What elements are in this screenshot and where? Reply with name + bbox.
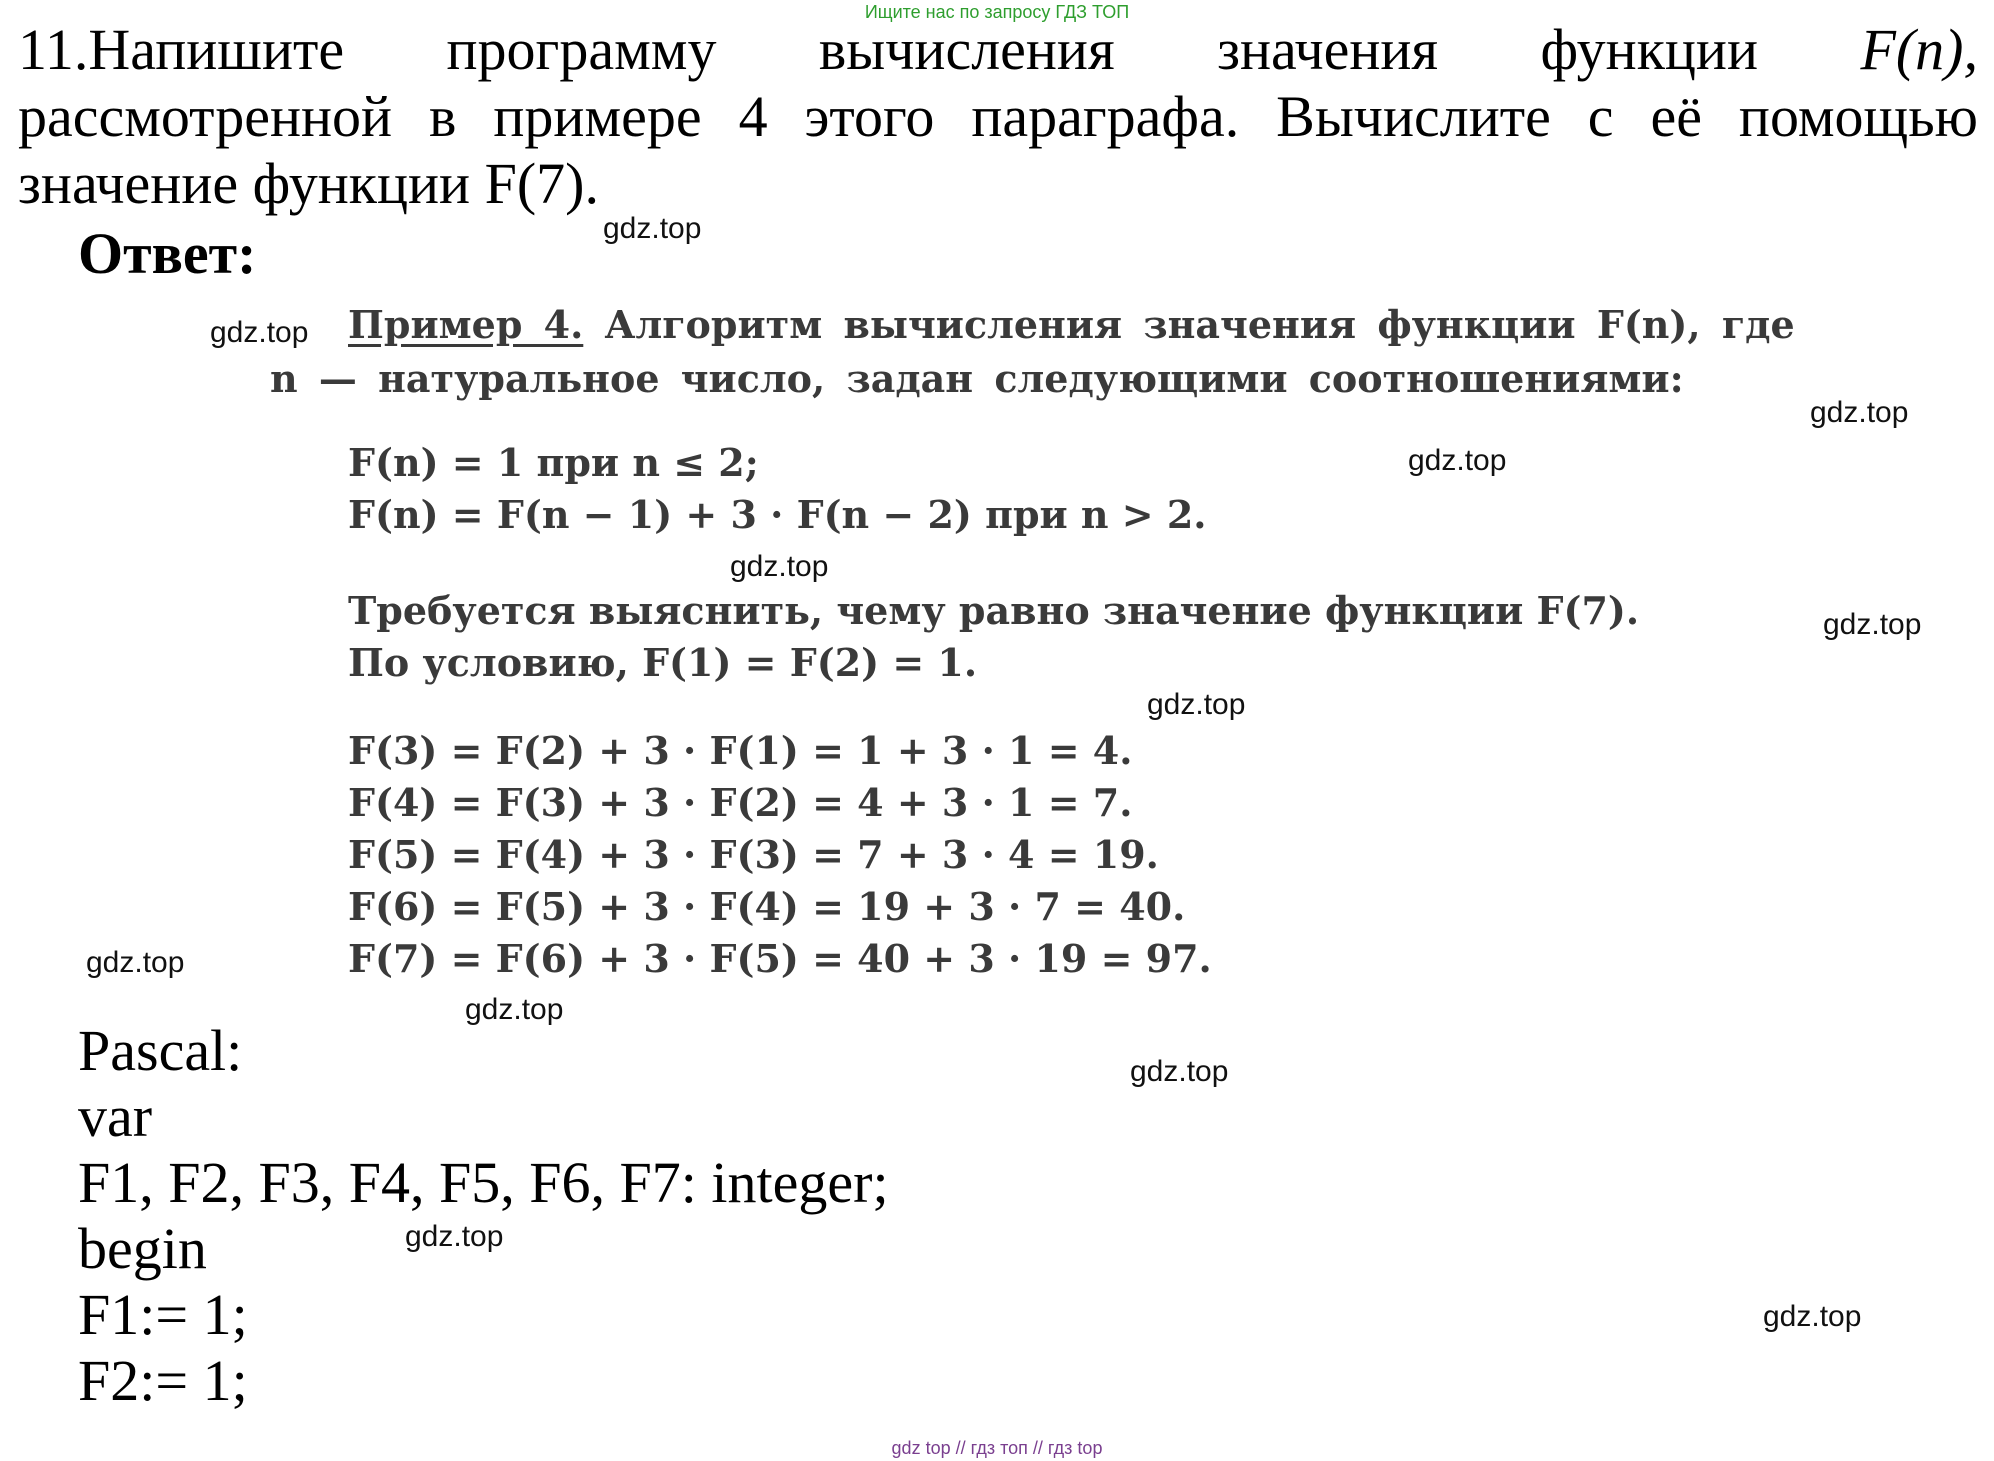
task-line-2: рассмотренной в примере 4 этого параграфа. Вычислите с её помощью [18,84,1978,149]
top-banner: Ищите нас по запросу ГДЗ ТОП [864,2,1130,22]
task-line-1: 11.Напишите программу вычисления значения функции F(n), [18,17,1978,82]
example-label: Пример 4. [348,302,584,347]
watermark: gdz.top [730,550,829,583]
rule-2: F(n) = F(n − 1) + 3 · F(n − 2) при n > 2. [348,492,1207,537]
task-line-3: значение функции F(7). [18,151,599,216]
watermark: gdz.top [1763,1300,1862,1333]
watermark: gdz.top [1130,1055,1229,1088]
step-f5: F(5) = F(4) + 3 · F(3) = 7 + 3 · 4 = 19. [348,832,1159,877]
watermark: gdz.top [1823,608,1922,641]
pascal-label: Pascal: [78,1018,243,1083]
watermark: gdz.top [1810,396,1909,429]
example-question: Требуется выяснить, чему равно значение функции F(7). [348,588,1640,633]
code-line-f1: F1:= 1; [78,1282,248,1347]
step-f4: F(4) = F(3) + 3 · F(2) = 4 + 3 · 1 = 7. [348,780,1133,825]
step-f6: F(6) = F(5) + 3 · F(4) = 19 + 3 · 7 = 40. [348,884,1186,929]
step-f3: F(3) = F(2) + 3 · F(1) = 1 + 3 · 1 = 4. [348,728,1133,773]
watermark: gdz.top [465,993,564,1026]
example-heading [348,302,1795,347]
example-heading-text: Алгоритм вычисления значения функции F(n), где [604,302,1795,347]
watermark: gdz.top [210,316,309,349]
code-line-declaration: F1, F2, F3, F4, F5, F6, F7: integer; [78,1150,889,1215]
watermark: gdz.top [86,946,185,979]
code-line-f2: F2:= 1; [78,1348,248,1413]
watermark: gdz.top [1408,444,1507,477]
bottom-banner: gdz top // гдз топ // гдз top [891,1438,1103,1458]
task-statement [18,16,1978,217]
example-condition: По условию, F(1) = F(2) = 1. [348,640,978,685]
answer-label: Ответ: [78,221,257,286]
watermark: gdz.top [1147,688,1246,721]
step-f7: F(7) = F(6) + 3 · F(5) = 40 + 3 · 19 = 97. [348,936,1212,981]
code-line-begin: begin [78,1216,207,1281]
rule-1: F(n) = 1 при n ≤ 2; [348,440,759,485]
watermark: gdz.top [603,212,702,245]
example-heading-line2: n — натуральное число, задан следующими соотношениями: [270,356,1684,401]
code-line-var: var [78,1084,153,1149]
watermark: gdz.top [405,1220,504,1253]
